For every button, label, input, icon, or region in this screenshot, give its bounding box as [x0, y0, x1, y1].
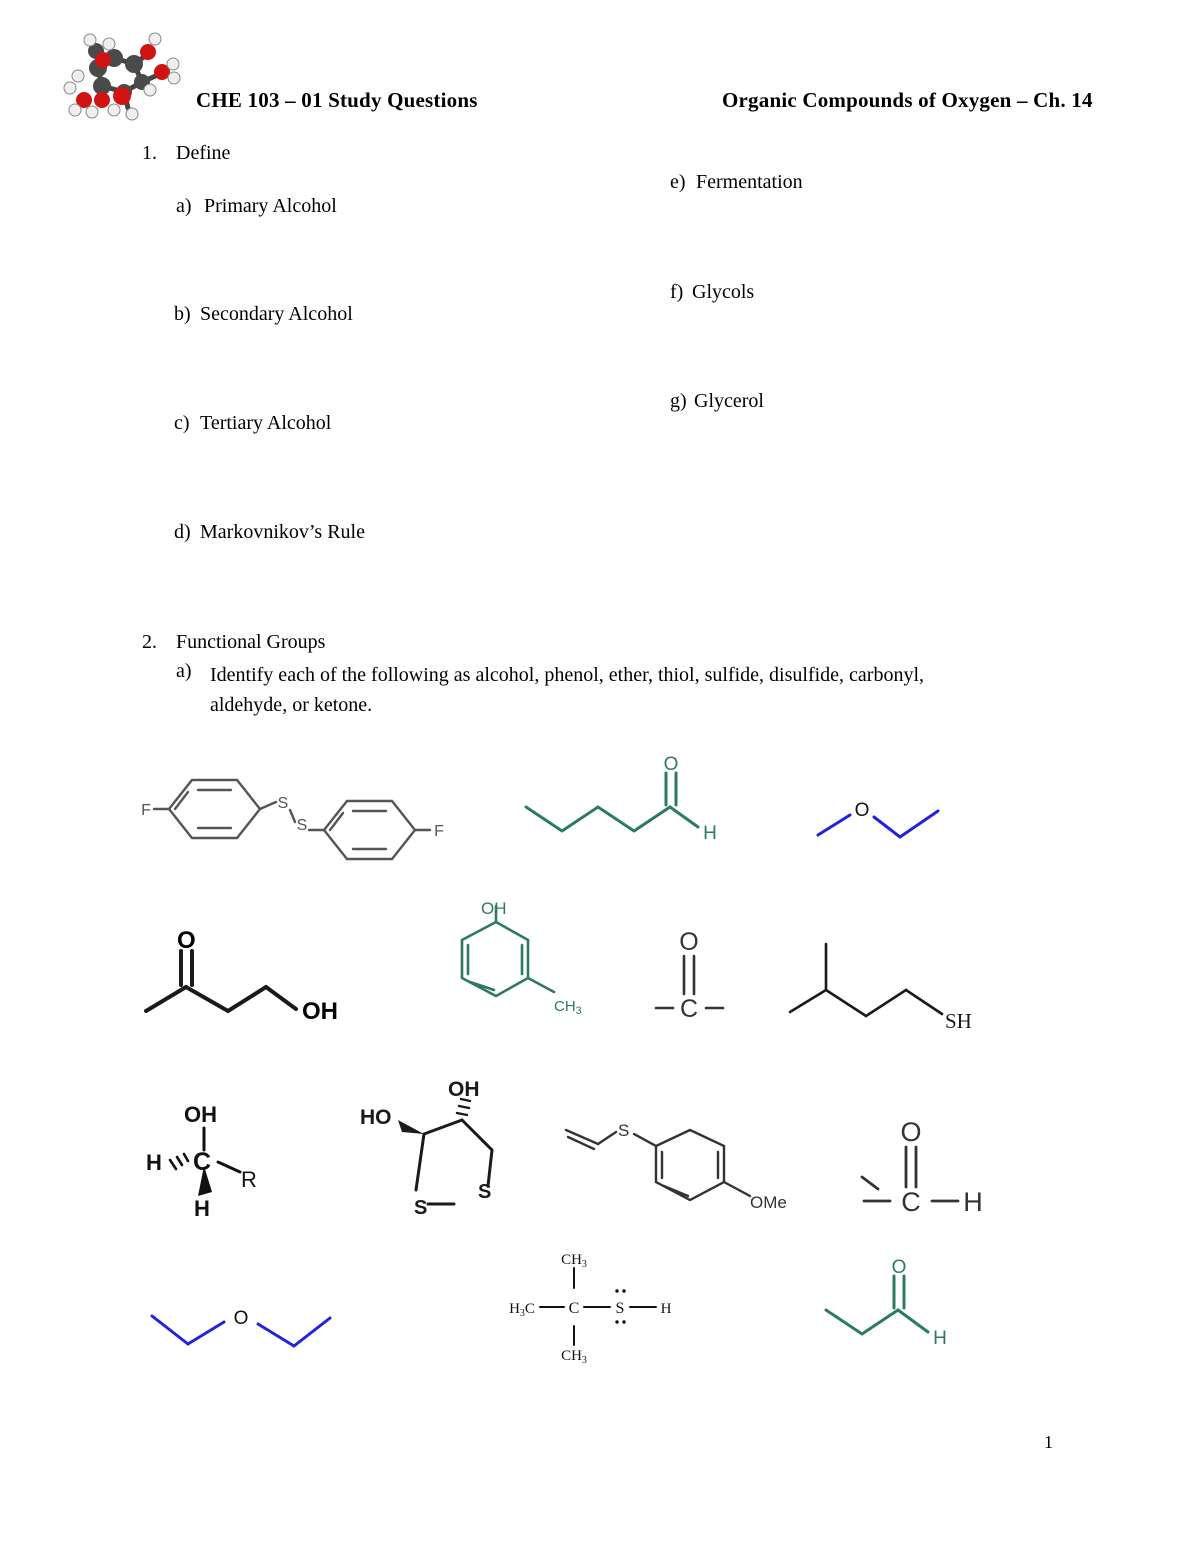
label-carbon: C [568, 1300, 580, 1317]
question-1-item-b-text: Secondary Alcohol [200, 303, 353, 325]
label-carbon: C [901, 1187, 921, 1217]
course-title: CHE 103 – 01 Study Questions [196, 88, 478, 112]
label-methyl-left: $H_3C$ [509, 1301, 535, 1319]
label-hydroxyl: OH [302, 998, 338, 1025]
structure-4-hydroxy-2-butanone [136, 925, 356, 1035]
structure-bis-4-fluorophenyl-disulfide [132, 752, 452, 867]
label-hydroxyl-top: OH [448, 1078, 480, 1101]
label-sulfur-1: S [277, 795, 289, 812]
page-number: 1 [1044, 1432, 1053, 1452]
question-2-item-a-text: Identify each of the following as alcohol, phenol, ether, thiol, sulfide, disulfide, carbonyl, aldehyde, or ketone. [210, 664, 925, 716]
label-oxygen: O [854, 800, 870, 821]
question-1-item-d-text: Markovnikov’s Rule [200, 521, 365, 543]
label-carbon: C [679, 995, 699, 1023]
question-2-prompt: Functional Groups [176, 631, 326, 653]
question-1-prompt: Define [176, 142, 231, 164]
label-oxygen: O [679, 928, 699, 956]
label-hydrogen: H [703, 823, 717, 844]
label-oxygen: O [177, 927, 196, 954]
question-1-item-e-label: e) [670, 171, 686, 193]
label-oxygen: O [891, 1257, 907, 1278]
structure-dithiane-diol [358, 1078, 538, 1222]
structure-generic-aldehyde [858, 1105, 1008, 1230]
structure-vinyl-4-methoxyphenyl-sulfide [560, 1112, 790, 1217]
question-1-item-c-label: c) [174, 412, 190, 434]
label-hydrogen: H [660, 1301, 672, 1317]
label-methyl: $CH_3$ [554, 998, 582, 1017]
structure-methyl-propyl-ether [812, 785, 992, 855]
question-1-item-e-text: Fermentation [696, 171, 803, 193]
question-1-item-a-text: Primary Alcohol [204, 195, 337, 217]
structure-propanal [818, 1258, 988, 1368]
question-1-item-g-label: g) [670, 390, 687, 412]
question-2-item-a-label: a) [176, 660, 192, 682]
question-1-item-a-label: a) [176, 195, 192, 217]
question-1-item-f-label: f) [670, 281, 684, 303]
label-oxygen: O [663, 754, 679, 775]
structure-primary-alcohol-stereo [138, 1092, 288, 1221]
label-sulfur: S [618, 1121, 630, 1140]
label-r-group: R [241, 1167, 257, 1192]
structure-m-cresol [428, 900, 598, 1035]
question-1-item-c-text: Tertiary Alcohol [200, 412, 332, 434]
label-sulfur-2: S [296, 817, 308, 834]
structure-tert-butyl-thiol [498, 1250, 688, 1365]
label-hydrogen-left: H [146, 1150, 162, 1175]
label-hydrogen: H [963, 1187, 983, 1217]
label-hydroxyl: OH [184, 1102, 217, 1127]
label-fluorine-left: F [141, 802, 151, 819]
label-hydrogen: H [933, 1328, 947, 1349]
label-sulfur-right: S [478, 1181, 492, 1203]
label-hydroxyl-left: HO [360, 1106, 392, 1129]
label-hydroxyl: OH [481, 899, 507, 918]
question-1-number: 1. [142, 142, 157, 164]
label-thiol: SH [945, 1009, 972, 1033]
label-oxygen: O [233, 1308, 249, 1329]
question-1-item-b-label: b) [174, 303, 191, 325]
label-sulfur: S [615, 1300, 625, 1317]
structure-diethyl-ether [148, 1296, 388, 1366]
structure-pentanal [518, 755, 758, 865]
label-sulfur-left: S [414, 1197, 428, 1219]
question-1-item-g-text: Glycerol [694, 390, 764, 412]
structure-generic-carbonyl [640, 918, 760, 1028]
question-1-item-d-label: d) [174, 521, 191, 543]
page-header [0, 22, 1200, 112]
label-fluorine-right: F [434, 823, 444, 840]
label-methoxy: OMe [750, 1193, 787, 1212]
label-oxygen: O [900, 1117, 922, 1147]
label-methyl-top: $CH_3$ [561, 1252, 587, 1270]
question-1-item-f-text: Glycols [692, 281, 755, 303]
label-methyl-bottom: $CH_3$ [561, 1348, 587, 1366]
question-2-number: 2. [142, 631, 157, 653]
chapter-title: Organic Compounds of Oxygen – Ch. 14 [722, 88, 1093, 112]
label-carbon: C [193, 1148, 212, 1176]
glucose-molecular-model-icon [62, 30, 192, 125]
structure-3-methyl-1-butanethiol [786, 940, 986, 1040]
label-hydrogen-bottom: H [194, 1196, 210, 1221]
